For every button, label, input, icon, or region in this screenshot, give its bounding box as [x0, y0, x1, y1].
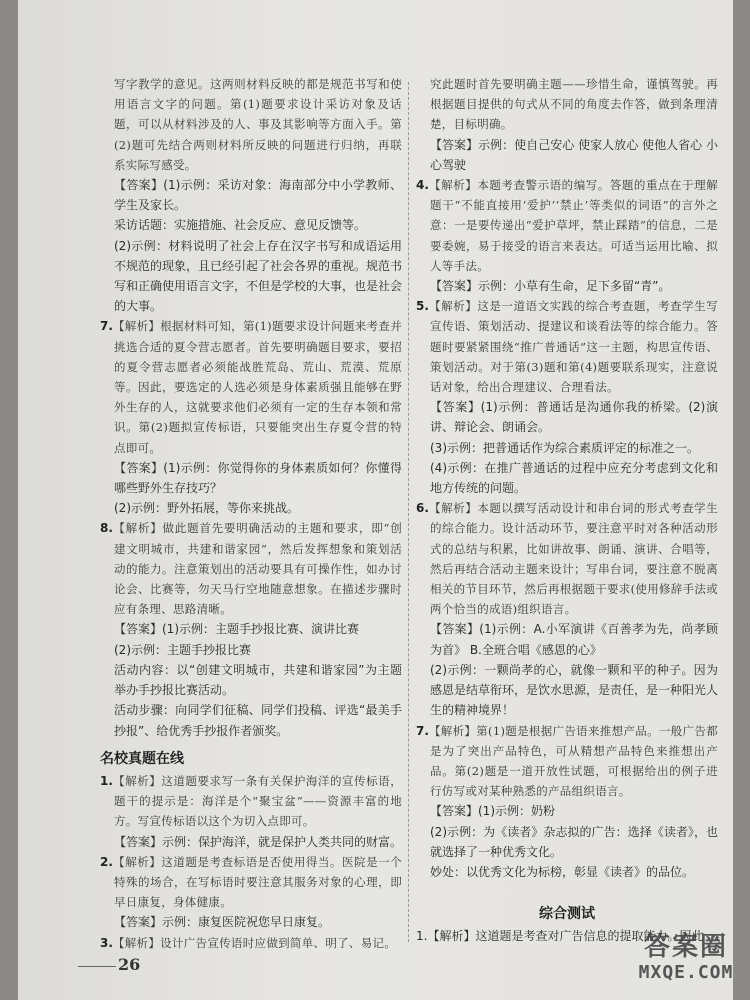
q8-answer-3: 活动内容：以“创建文明城市，共建和谐家园”为主题举办手抄报比赛活动。 — [114, 662, 402, 698]
r7-item — [416, 721, 718, 802]
r6-answer-1: 【答案】(1)示例：A.小军演讲《百善孝为先，尚孝顾为首》 B.全班合唱《感恩的心》 — [430, 622, 718, 657]
s2-answer: 【答案】示例：康复医院祝您早日康复。 — [114, 915, 331, 930]
r6-item — [416, 498, 718, 619]
s1-answer: 【答案】示例：保护海洋，就是保护人类共同的财富。 — [114, 834, 403, 849]
s1-number: 1. — [100, 773, 113, 788]
s1-item — [100, 771, 402, 832]
book-page — [18, 0, 733, 1000]
q8-answer-2: (2)示例：主题手抄报比赛 — [114, 642, 251, 657]
r5-analysis: 【解析】这是一道语文实践的综合考查题，考查学生写宣传语、策划活动、提建议和谈看法等的综合能力。答题时要紧紧围绕“推广普通话”这一主题，构思宣传语、策划活动。对于第(3)题和第(4)题要联系现实，注意说话对象，给出合理建议、合理看法。 — [428, 299, 718, 395]
watermark-logo — [626, 932, 733, 984]
r7-answer-2: (2)示例：为《读者》杂志拟的广告：选择《读者》，也就选择了一种优秀文化。 — [430, 824, 718, 859]
q8-analysis: 【解析】做此题首先要明确活动的主题和要求，即“创建文明城市，共建和谐家园”，然后发挥想象和策划活动的能力。注意策划出的活动要具有可操作性，如办讨论会、比赛等，勿天马行空地随意想象。在描述步骤时应有条理、思路清晰。 — [112, 521, 402, 617]
r3-answer: 【答案】示例：使自己安心 使家人放心 使他人省心 小心驾驶 — [430, 137, 718, 172]
s3-number: 3. — [100, 935, 113, 950]
watermark-bottom-text: MXQE.COM — [638, 962, 733, 983]
r7-answer-1: 【答案】(1)示例：奶粉 — [430, 804, 555, 819]
r7-analysis: 【解析】第(1)题是根据广告语来推想产品。一般广告都是为了突出产品特色，可从精想产品特色来推想出产品。第(2)题是一道开放性试题，可根据给出的例子进行仿写或对某种熟悉的产品组织语言。 — [428, 723, 718, 799]
r4-number: 4. — [416, 178, 429, 193]
r3-analysis-continued: 究此题时首先要明确主题——珍惜生命，谨慎驾驶。再根据题目提供的句式从不同的角度去作答，做到条理清楚，目标明确。 — [430, 77, 718, 132]
s2-analysis: 【解析】这道题是考查标语是否使用得当。医院是一个特殊的场合，在写标语时要注意其服务对象的心理，即早日康复，身体健康。 — [112, 854, 402, 910]
section-title-comprehensive-test: 综合测试 — [539, 906, 595, 922]
q6-answer-1: 【答案】(1)示例：采访对象：海南部分中小学教师、学生及家长。 — [114, 178, 402, 213]
q8-answer-4: 活动步骤：向同学们征稿、同学们投稿、评选“最美手抄报”、给优秀手抄报作者颁奖。 — [114, 703, 402, 738]
r7-number: 7. — [416, 723, 429, 738]
s2-number: 2. — [100, 854, 113, 869]
s3-analysis: 【解析】设计广告宣传语时应做到简单、明了、易记。 — [112, 935, 397, 950]
r6-analysis: 【解析】本题以撰写活动设计和串台词的形式考查学生的综合能力。设计活动环节，要注意平时对各种活动形式的总结与积累，比如讲故事、朗诵、演讲、合唱等，然后再结合活动主题来设计；写串台词，要注意不脱离相关的节目环节，然后再根据题干要求(使用修辞手法或两个恰当的成语)组织语言。 — [428, 501, 718, 617]
q7-answer-2: (2)示例：野外拓展，等你来挑战。 — [114, 501, 299, 516]
right-column — [416, 74, 718, 882]
page-number: 26 — [118, 955, 141, 974]
q7-answer-1: 【答案】(1)示例：你觉得你的身体素质如何？你懂得哪些野外生存技巧？ — [114, 460, 402, 496]
page-number-rule — [78, 966, 116, 967]
q6-analysis-continued: 写字教学的意见。这两则材料反映的都是规范书写和使用语言文字的问题。第(1)题要求设计采访对象及话题，可以从材料涉及的人、事及其影响等方面入手。第(2)题可先结合两则材料所反映的问题进行归纳，再联系实际写感受。 — [114, 77, 402, 172]
s1-analysis: 【解析】这道题要求写一条有关保护海洋的宣传标语，题干的提示是：海洋是个“聚宝盆”——资源丰富的地方。写宣传标语以这个为切入点即可。 — [112, 773, 402, 829]
r7-answer-3: 妙处：以优秀文化为标榜，彰显《读者》的品位。 — [430, 864, 695, 879]
s2-item — [100, 852, 402, 913]
r5-answer-3: (3)示例：把普通话作为综合素质评定的标准之一。 — [430, 440, 699, 455]
section-title-school-exams: 名校真题在线 — [100, 750, 184, 767]
q6-answer-2: (2)示例：材料说明了社会上存在汉字书写和成语运用不规范的现象，且已经引起了社会各界的重视。规范书写和正确使用语言文字，不但是学校的大事，也是社会的大事。 — [114, 238, 403, 314]
left-column — [100, 74, 402, 953]
r5-item — [416, 296, 718, 397]
test-q1-analysis: 1.【解析】这道题是考查对广告信息的提取能力。因此 — [416, 929, 704, 943]
r6-answer-2: (2)示例：一颗尚孝的心，就像一颗和平的种子。因为感恩是结草衔环，是饮水思源，是责任，是一种阳光人生的精神境界！ — [430, 662, 719, 718]
r5-answer-1: 【答案】(1)示例：普通话是沟通你我的桥梁。(2)演讲、辩论会、朗诵会。 — [430, 400, 718, 435]
s3-item — [100, 933, 402, 953]
q7-analysis: 【解析】根据材料可知，第(1)题要求设计问题来考查并挑选合适的夏令营志愿者。首先要明确题目要求，要招的夏令营志愿者必须能战胜荒岛、荒山、荒漠、荒原等。因此，要选定的人选必须是身体素质强且能够在野外生存的人，这就要求他们必须有一定的生存本领和常识。第(2)题拟宣传标语，只要能突出生存夏令营的特点即可。 — [112, 319, 402, 455]
r4-analysis: 【解析】本题考查警示语的编写。答题的重点在于理解题干“不能直接用‘爱护’‘禁止’等类似的词语”的言外之意：一是要传递出“爱护草坪，禁止踩踏”的信息，二是要委婉，易于接受的语言来表达。可适当运用比喻、拟人等手法。 — [428, 178, 718, 273]
r5-number: 5. — [416, 299, 429, 314]
q8-item — [100, 518, 402, 619]
q7-number: 7. — [100, 319, 113, 334]
q7-item — [100, 316, 402, 457]
watermark-top-text: 答案圈 — [643, 932, 728, 962]
r4-item — [416, 175, 718, 276]
q8-number: 8. — [100, 521, 113, 536]
r5-answer-4: (4)示例：在推广普通话的过程中应充分考虑到文化和地方传统的问题。 — [430, 460, 718, 496]
r6-number: 6. — [416, 501, 429, 516]
r4-answer: 【答案】示例：小草有生命，足下多留“青”。 — [430, 279, 671, 294]
q8-answer-1: 【答案】(1)示例：主题手抄报比赛、演讲比赛 — [114, 622, 359, 637]
column-divider — [408, 82, 409, 942]
q6-answer-1b: 采访话题：实施措施、社会反应、意见反馈等。 — [114, 218, 367, 233]
